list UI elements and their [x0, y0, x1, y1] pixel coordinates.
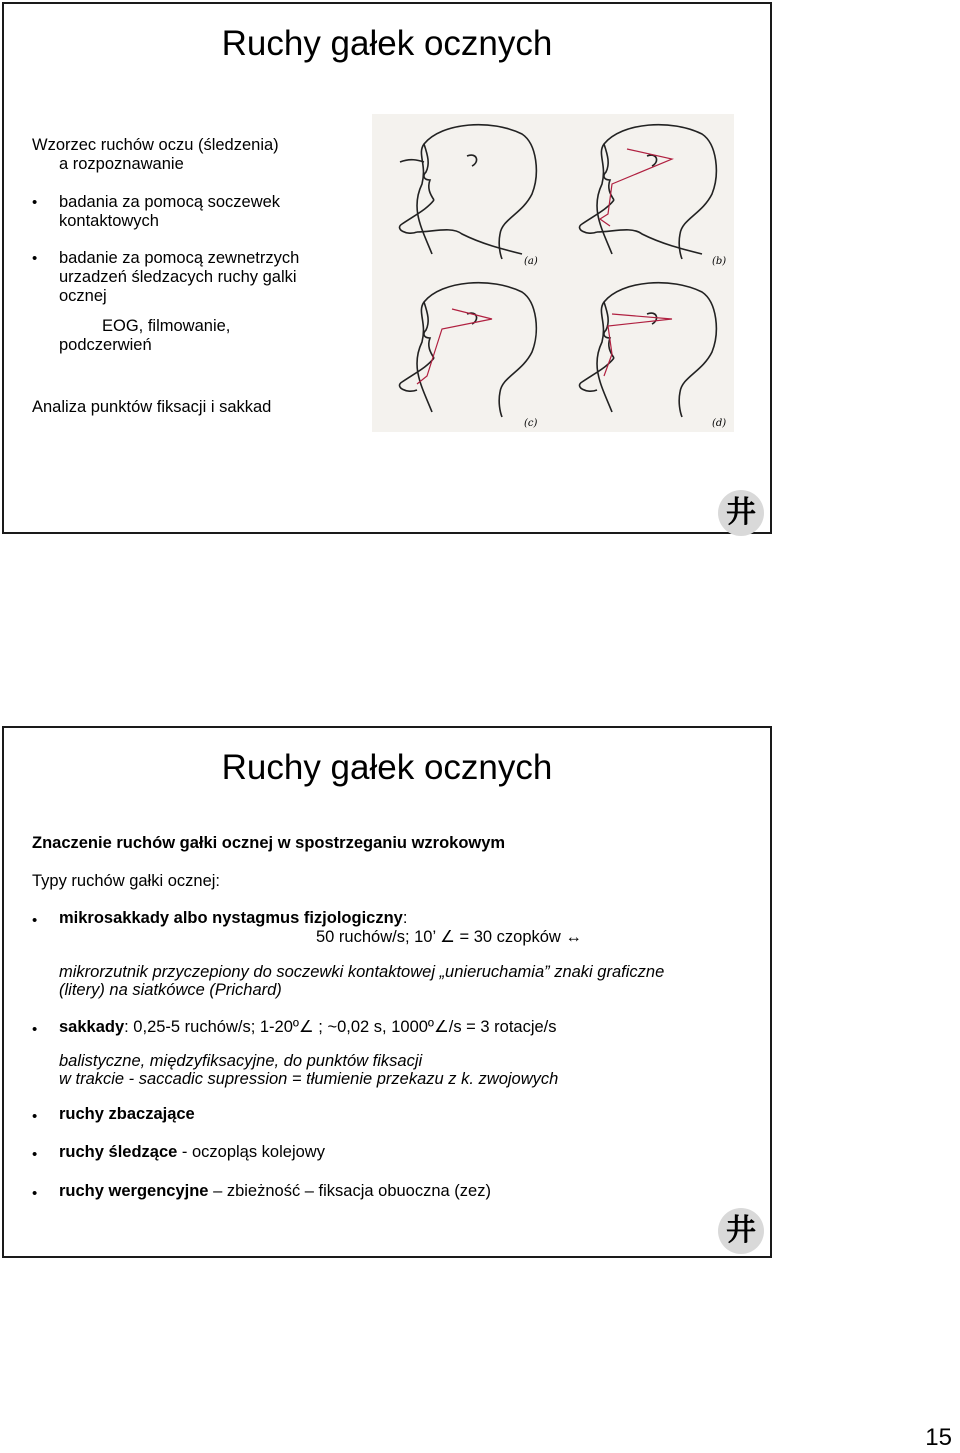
list-item-sakkady — [59, 1018, 557, 1037]
page-number: 15 — [925, 1424, 952, 1451]
logo — [718, 490, 764, 536]
figure-label: (b) — [712, 256, 727, 267]
bullet: • — [32, 1185, 38, 1202]
slide-2 — [2, 726, 772, 1258]
sub-item: EOG, filmowanie, — [102, 317, 231, 335]
figure-label: (a) — [524, 256, 538, 267]
analysis-text: Analiza punktów fiksacji i sakkad — [32, 398, 272, 416]
term-bold: sakkady — [59, 1018, 125, 1036]
sakkady-description: balistyczne, międzyfiksacyjne, do punktów fiksacji — [59, 1052, 423, 1070]
types-label: Typy ruchów gałki ocznej: — [32, 872, 221, 890]
term-bold: mikrosakkady albo nystagmus fizjologiczny — [59, 909, 403, 927]
list-item-microsakkady — [59, 909, 407, 928]
term-rest: - oczopląs kolejowy — [177, 1143, 325, 1161]
intro-text-line2: a rozpoznawanie — [59, 155, 184, 173]
bullet: • — [32, 1021, 38, 1038]
bullet: • — [32, 912, 38, 929]
list-item-sledzace — [59, 1143, 325, 1162]
micro-description-line2: (litery) na siatkówce (Prichard) — [59, 981, 282, 999]
sakkady-description-line2: w trakcie - saccadic supression = tłumienie przekazu z k. zwojowych — [59, 1070, 559, 1088]
bullet: • — [32, 194, 38, 211]
bullet: • — [32, 1146, 38, 1163]
list-item: badania za pomocą soczewek — [59, 193, 281, 211]
logo-glyph: 井 — [726, 495, 756, 530]
slide-title: Ruchy gałek ocznych — [221, 24, 553, 63]
bullet: • — [32, 250, 38, 267]
figure-label: (c) — [524, 418, 538, 429]
list-item: badanie za pomocą zewnetrzych — [59, 249, 300, 267]
term-rest: – zbieżność – fiksacja obuoczna (zez) — [208, 1182, 491, 1200]
list-item-wergencyjne — [59, 1182, 491, 1201]
term-bold: ruchy śledzące — [59, 1143, 178, 1161]
logo — [718, 1208, 764, 1254]
micro-description: mikrorzutnik przyczepiony do soczewki kontaktowej „unieruchamia” znaki graficzne — [59, 963, 665, 981]
slide-1 — [2, 2, 772, 534]
sub-item-line2: podczerwień — [59, 336, 152, 354]
list-item-line2: kontaktowych — [59, 212, 159, 230]
list-item-line3: ocznej — [59, 287, 107, 305]
subtitle: Znaczenie ruchów gałki ocznej w spostrzeganiu wzrokowym — [32, 834, 506, 852]
slide-title: Ruchy gałek ocznych — [221, 748, 553, 787]
intro-text: Wzorzec ruchów oczu (śledzenia) — [32, 136, 279, 154]
term-rest: : 0,25-5 ruchów/s; 1-20º∠ ; ~0,02 s, 1000º∠/s = 3 rotacje/s — [124, 1018, 557, 1036]
term-bold: ruchy wergencyjne — [59, 1182, 209, 1200]
term-colon: : — [402, 909, 408, 927]
eye-tracking-figure — [372, 114, 734, 432]
bullet: • — [32, 1108, 38, 1125]
logo-glyph: 井 — [726, 1213, 756, 1248]
list-item-line2: urzadzeń śledzacych ruchy galki — [59, 268, 297, 286]
figure-label: (d) — [712, 418, 727, 429]
list-item-zbaczajace: ruchy zbaczające — [59, 1105, 195, 1123]
micro-rate: 50 ruchów/s; 10’ ∠ = 30 czopków ↔ — [316, 928, 582, 946]
